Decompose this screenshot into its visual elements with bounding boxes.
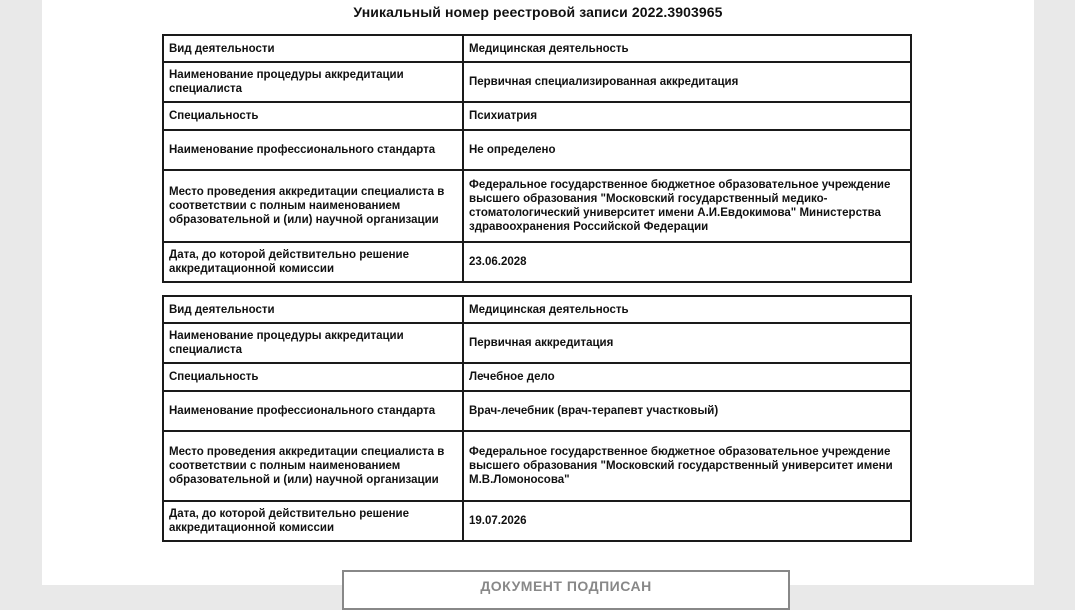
field-value: Федеральное государственное бюджетное образовательное учреждение высшего образования "Московский государственный университет имени М.В.Ломоносова" xyxy=(463,431,911,501)
table-row xyxy=(163,363,911,391)
table-row xyxy=(163,170,911,242)
field-label: Место проведения аккредитации специалиста в соответствии с полным наименованием образовательной и (или) научной организации xyxy=(163,431,463,501)
field-label: Наименование профессионального стандарта xyxy=(163,391,463,431)
field-label: Наименование профессионального стандарта xyxy=(163,130,463,170)
field-value: Медицинская деятельность xyxy=(463,35,911,62)
table-row xyxy=(163,431,911,501)
table-row xyxy=(163,62,911,102)
field-label: Вид деятельности xyxy=(163,296,463,323)
table-row xyxy=(163,130,911,170)
table-row xyxy=(163,102,911,130)
field-value: Врач-лечебник (врач-терапевт участковый) xyxy=(463,391,911,431)
accreditation-record-table-2 xyxy=(162,295,912,542)
field-value: Первичная специализированная аккредитация xyxy=(463,62,911,102)
table-row xyxy=(163,323,911,363)
field-value: Не определено xyxy=(463,130,911,170)
field-label: Вид деятельности xyxy=(163,35,463,62)
field-value: 23.06.2028 xyxy=(463,242,911,282)
field-label: Дата, до которой действительно решение аккредитационной комиссии xyxy=(163,501,463,541)
field-value: Медицинская деятельность xyxy=(463,296,911,323)
table-row xyxy=(163,242,911,282)
accreditation-record-table-1 xyxy=(162,34,912,283)
field-label: Специальность xyxy=(163,363,463,391)
field-label: Место проведения аккредитации специалиста в соответствии с полным наименованием образовательной и (или) научной организации xyxy=(163,170,463,242)
registry-record-title: Уникальный номер реестровой записи 2022.3903965 xyxy=(353,4,723,20)
document-signed-stamp: ДОКУМЕНТ ПОДПИСАН xyxy=(342,570,790,610)
field-value: 19.07.2026 xyxy=(463,501,911,541)
field-label: Специальность xyxy=(163,102,463,130)
table-row xyxy=(163,501,911,541)
field-label: Дата, до которой действительно решение аккредитационной комиссии xyxy=(163,242,463,282)
table-row xyxy=(163,391,911,431)
table-row xyxy=(163,296,911,323)
field-value: Лечебное дело xyxy=(463,363,911,391)
table-row xyxy=(163,35,911,62)
field-value: Психиатрия xyxy=(463,102,911,130)
field-label: Наименование процедуры аккредитации специалиста xyxy=(163,62,463,102)
field-value: Федеральное государственное бюджетное образовательное учреждение высшего образования "Московский государственный медико-стоматологический университет имени А.И.Евдокимова" Министерства здравоохранения Российской Федерации xyxy=(463,170,911,242)
field-label: Наименование процедуры аккредитации специалиста xyxy=(163,323,463,363)
field-value: Первичная аккредитация xyxy=(463,323,911,363)
document-page xyxy=(42,0,1034,594)
